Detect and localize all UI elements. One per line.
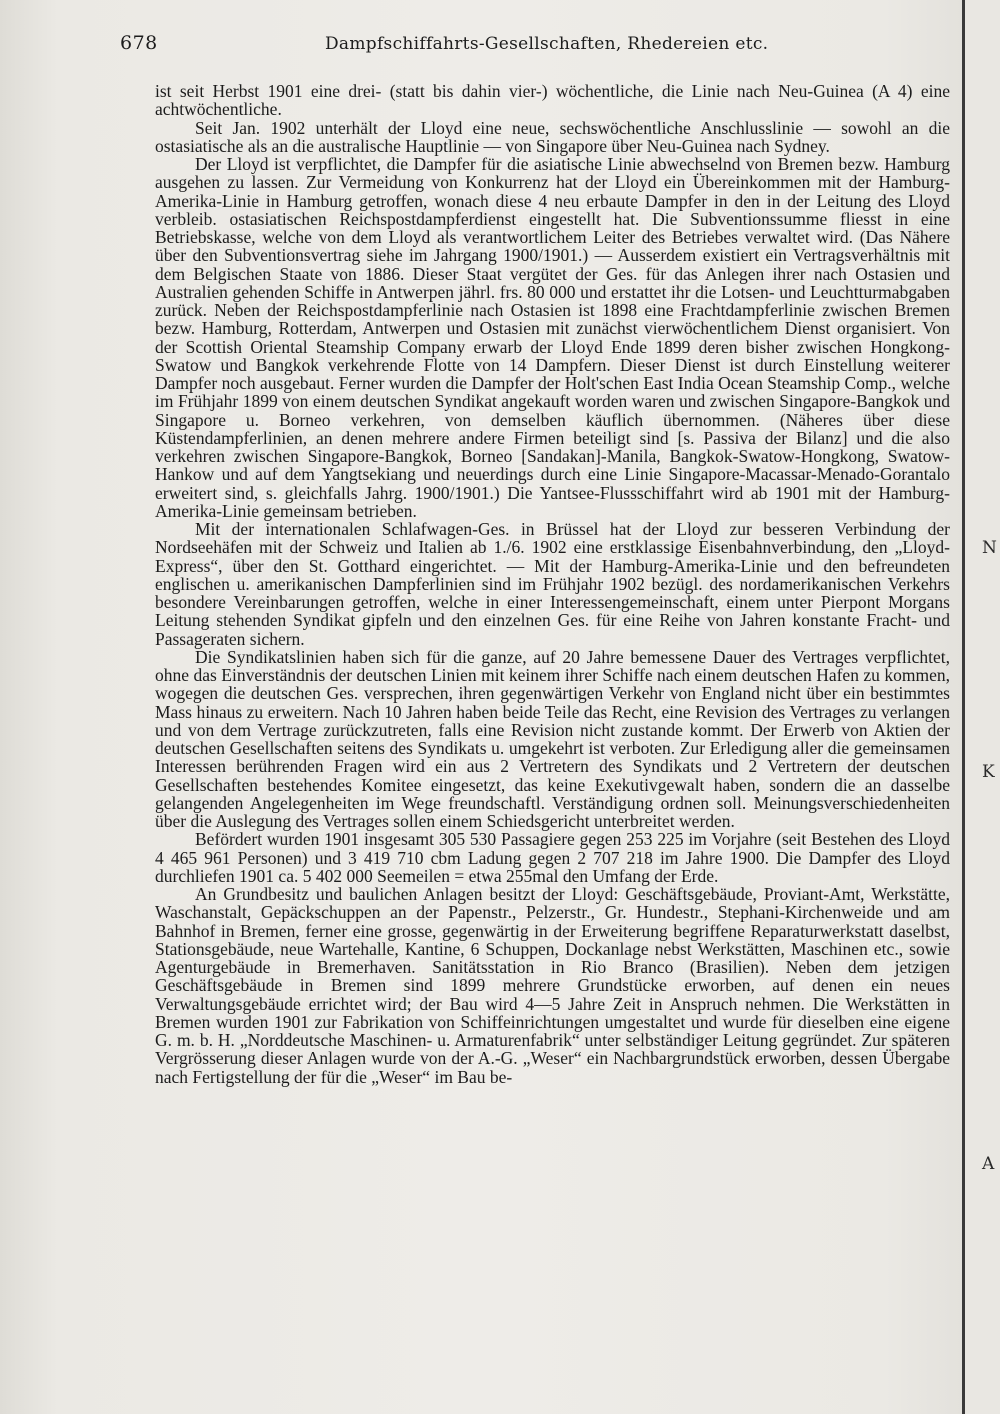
paragraph: Befördert wurden 1901 insgesamt 305 530 Passagiere gegen 253 225 im Vorjahre (seit Bestehen des Lloyd 4 465 961 Personen) und 3 419 710 cbm Ladung gegen 2 707 218 im Jahre 1900. Die Dampfer des Lloyd durchliefen 1901 ca. 5 402 000 Seemeilen = etwa 255mal den Umfang der Erde. xyxy=(155,829,950,886)
page-number: 678 xyxy=(120,32,158,54)
page-header xyxy=(120,32,950,58)
paragraph: Die Syndikatslinien haben sich für die ganze, auf 20 Jahre bemessene Dauer des Vertrages verpflichtet, ohne das Einverständnis der deutschen Linien mit keinem ihrer Schiffe nach einem deutschen Hafen zu kommen, wogegen die deutschen Ges. versprechen, ihren gegenwärtigen Verkehr von England nicht über ein bestimmtes Mass hinaus zu erweitern. Nach 10 Jahren haben beide Teile das Recht, eine Revision des Vertrages zu verlangen und von dem Vertrage zurückzutreten, falls eine Revision nicht zustande kommt. Der Erwerb von Aktien der deutschen Gesellschaften seitens des Syndikats u. umgekehrt ist verboten. Zur Erledigung aller die gemeinsamen Interessen berührenden Fragen wird ein aus 2 Vertretern des Syndikats und 2 Vertretern der deutschen Gesellschaften bestehendes Komitee eingesetzt, das keine Exekutivgewalt haben, sondern die an dasselbe gelangenden Angelegenheiten im Wege freundschaftl. Verständigung ordnen soll. Meinungsverschiedenheiten über die Auslegung des Vertrages sollen einem Schiedsgericht unterbreitet werden. xyxy=(155,646,950,831)
margin-note: N xyxy=(982,538,997,558)
paragraph: Der Lloyd ist verpflichtet, die Dampfer für die asiatische Linie abwechselnd von Bremen bezw. Hamburg ausgehen zu lassen. Zur Vermeidung von Konkurrenz hat der Lloyd ein Übereinkommen mit der Hamburg-Amerika-Linie in Hamburg getroffen, wonach diese 4 neu erbaute Dampfer in den in der Leitung des Lloyd verbleib. ostasiatischen Reichspostdampferdienst eingestellt hat. Die Subventionssumme fliesst in eine Betriebskasse, welche von dem Lloyd als verantwortlichem Leiter des Betriebes verwaltet wird. (Das Nähere über den Subventionsvertrag siehe im Jahrgang 1900/1901.) — Ausserdem existiert ein Vertragsverhältnis mit dem Belgischen Staate von 1886. Dieser Staat vergütet der Ges. für das Anlegen ihrer nach Ostasien und Australien gehenden Schiffe in Antwerpen jährl. frs. 80 000 und erstattet ihr die Lotsen- und Leuchtturmabgaben zurück. Neben der Reichspostdampferlinie nach Ostasien ist 1898 eine Frachtdampferlinie zwischen Bremen bezw. Hamburg, Rotterdam, Antwerpen und Ostasien mit zunächst vierwöchentlichem Dienst organisiert. Von der Scottish Oriental Steamship Company erwarb der Lloyd Ende 1899 deren bisher zwischen Hongkong-Swatow und Bangkok verkehrende Flotte von 14 Dampfern. Dieser Dienst ist durch Einstellung weiterer Dampfer noch ausgebaut. Ferner wurden die Dampfer der Holt'schen East India Ocean Steamship Comp., welche im Frühjahr 1899 von einem deutschen Syndikat angekauft worden waren und zwischen Singapore-Bangkok und Singapore u. Borneo verkehren, von demselben käuflich übernommen. (Näheres über diese Küstendampferlinien, an denen mehrere andere Firmen beteiligt sind [s. Passiva der Bilanz] und die also verkehren zwischen Singapore-Bangkok, Borneo [Sandakan]-Manila, Bangkok-Swatow-Hongkong, Swatow-Hankow und auf dem Yangtsekiang und neuerdings durch eine Linie Singapore-Macassar-Menado-Gorantalo erweitert sind, s. gleichfalls Jahrg. 1900/1901.) Die Yantsee-Flussschiffahrt wird ab 1901 mit der Hamburg-Amerika-Linie gemeinsam betrieben. xyxy=(155,154,950,521)
paragraph: Seit Jan. 1902 unterhält der Lloyd eine neue, sechswöchentliche Anschlusslinie — sowohl an die ostasiatische als an die australische Hauptlinie — von Singapore über Neu-Guinea nach Sydney. xyxy=(155,117,950,156)
paragraph: ist seit Herbst 1901 eine drei- (statt bis dahin vier-) wöchentliche, die Linie nach Neu-Guinea (A 4) eine achtwöchentliche. xyxy=(155,81,950,120)
paragraph: An Grundbesitz und baulichen Anlagen besitzt der Lloyd: Geschäftsgebäude, Proviant-Amt, Werkstätte, Waschanstalt, Gepäckschuppen an der Papenstr., Pelzerstr., Gr. Hundestr., Stephani-Kirchenweide und am Bahnhof in Bremen, ferner eine grosse, gegenwärtig in der Erweiterung begriffene Reparaturwerkstatt daselbst, Stationsgebäude, neue Wartehalle, Kantine, 6 Schuppen, Dockanlage nebst Werkstätten, Maschinen etc., sowie Agenturgebäude in Bremerhaven. Sanitätsstation in Rio Branco (Brasilien). Neben dem jetzigen Geschäftsgebäude in Bremen sind 1899 mehrere Grundstücke erworben, auf denen ein neues Verwaltungsgebäude errichtet wird; der Bau wird 4—5 Jahre Zeit in Anspruch nehmen. Die Werkstätten in Bremen wurden 1901 zur Fabrikation von Schiffeinrichtungen umgestaltet und wurde für dieselben eine eigene G. m. b. H. „Norddeutsche Maschinen- u. Armaturenfabrik“ unter selbständiger Leitung gegründet. Zur späteren Vergrösserung dieser Anlagen wurde von der A.-G. „Weser“ ein Nachbargrundstück erworben, dessen Übergabe nach Fertigstellung der für die „Weser“ im Bau be- xyxy=(155,884,950,1087)
body-text xyxy=(155,82,950,1086)
margin-note: A xyxy=(982,1154,995,1174)
margin-note: K xyxy=(982,762,995,782)
adjacent-page-edge xyxy=(962,0,1000,1414)
running-title: Dampfschiffahrts-Gesellschaften, Rhedereien etc. xyxy=(325,34,769,54)
paragraph: Mit der internationalen Schlafwagen-Ges. in Brüssel hat der Lloyd zur besseren Verbindung der Nordseehäfen mit der Schweiz und Italien ab 1./6. 1902 eine erstklassige Eisenbahnverbindung, den „Lloyd-Express“, über den St. Gotthard eingerichtet. — Mit der Hamburg-Amerika-Linie und den befreundeten englischen u. amerikanischen Dampferlinien sind im Frühjahr 1902 bezügl. des nordamerikanischen Verkehrs besondere Vereinbarungen getroffen, welche in einer Interessengemeinschaft, einem unter Pierpont Morgans Leitung stehenden Syndikat gipfeln und den einzelnen Ges. für eine Reihe von Jahren konstante Fracht- und Passageraten sichern. xyxy=(155,519,950,649)
